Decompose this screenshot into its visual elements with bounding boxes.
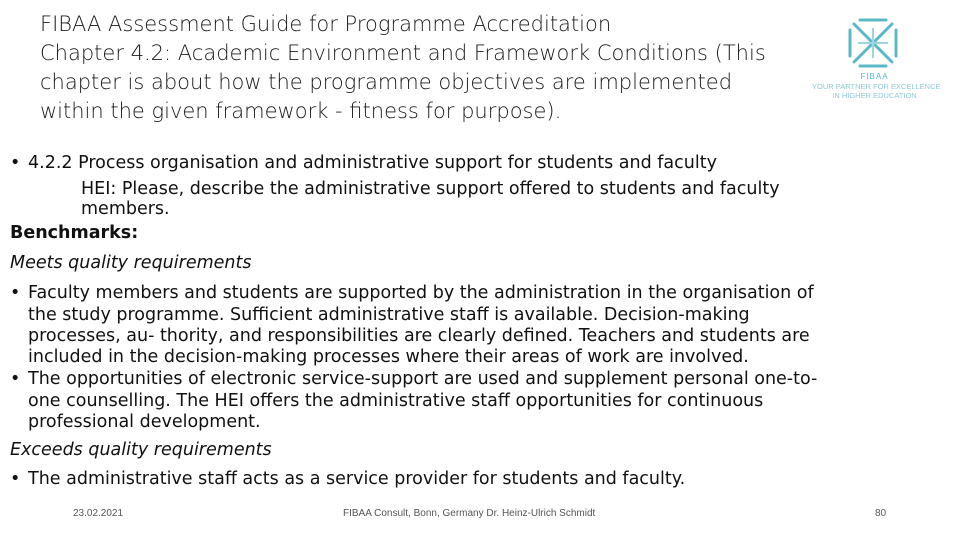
meets-label: Meets quality requirements — [10, 253, 252, 273]
footer-center: FIBAA Consult, Bonn, Germany Dr. Heinz-Ulrich Schmidt — [343, 508, 596, 519]
footer-page-number: 80 — [875, 508, 887, 519]
section-item-text: 4.2.2 Process organisation and administrative support for students and faculty — [28, 153, 717, 173]
logo-tagline — [812, 82, 941, 100]
bullet: • — [10, 369, 21, 389]
bullet: • — [10, 283, 21, 303]
slide-body — [10, 152, 950, 491]
bullet: • — [10, 153, 21, 173]
logo-tagline-line: YOUR PARTNER FOR EXCELLENCE — [812, 82, 941, 91]
meets-item-line: Faculty members and students are supported by the administration in the organisation of — [28, 283, 814, 303]
exceeds-label: Exceeds quality requirements — [10, 440, 272, 460]
title-line: FIBAA Assessment Guide for Programme Accreditation — [40, 12, 612, 36]
benchmarks-label: Benchmarks: — [10, 223, 139, 243]
meets-item-line: included in the decision-making processes where their areas of work are involved. — [28, 347, 749, 367]
meets-item-line: processes, au- thority, and responsibilities are clearly defined. Teachers and students are — [28, 326, 810, 346]
hei-prompt-line: HEI: Please, describe the administrative support offered to students and faculty — [81, 179, 780, 199]
exceeds-item-line: The administrative staff acts as a service provider for students and faculty. — [28, 469, 686, 489]
fibaa-star-icon — [844, 14, 902, 72]
logo-tagline-line: IN HIGHER EDUCATION — [832, 91, 917, 100]
meets-item-line: professional development. — [28, 412, 261, 432]
title-line: Chapter 4.2: Academic Environment and Framework Conditions (This — [40, 41, 766, 65]
bullet: • — [10, 469, 21, 489]
hei-prompt-line: members. — [81, 199, 170, 219]
footer-date: 23.02.2021 — [73, 508, 124, 519]
title-line: chapter is about how the programme objectives are implemented — [40, 70, 733, 94]
title-line: within the given framework - fitness for purpose). — [40, 99, 562, 123]
fibaa-logo — [812, 14, 941, 104]
slide-title — [40, 10, 820, 126]
meets-item-line: one counselling. The HEI offers the administrative staff opportunities for continuous — [28, 391, 764, 411]
section-item — [10, 152, 950, 175]
exceeds-item — [10, 468, 950, 491]
meets-item-line: the study programme. Sufficient administrative staff is available. Decision-making — [28, 305, 750, 325]
meets-item-line: The opportunities of electronic service-support are used and supplement personal one-to- — [28, 369, 818, 389]
logo-name: FIBAA — [860, 72, 889, 81]
meets-item — [10, 282, 950, 305]
meets-item — [10, 368, 950, 391]
